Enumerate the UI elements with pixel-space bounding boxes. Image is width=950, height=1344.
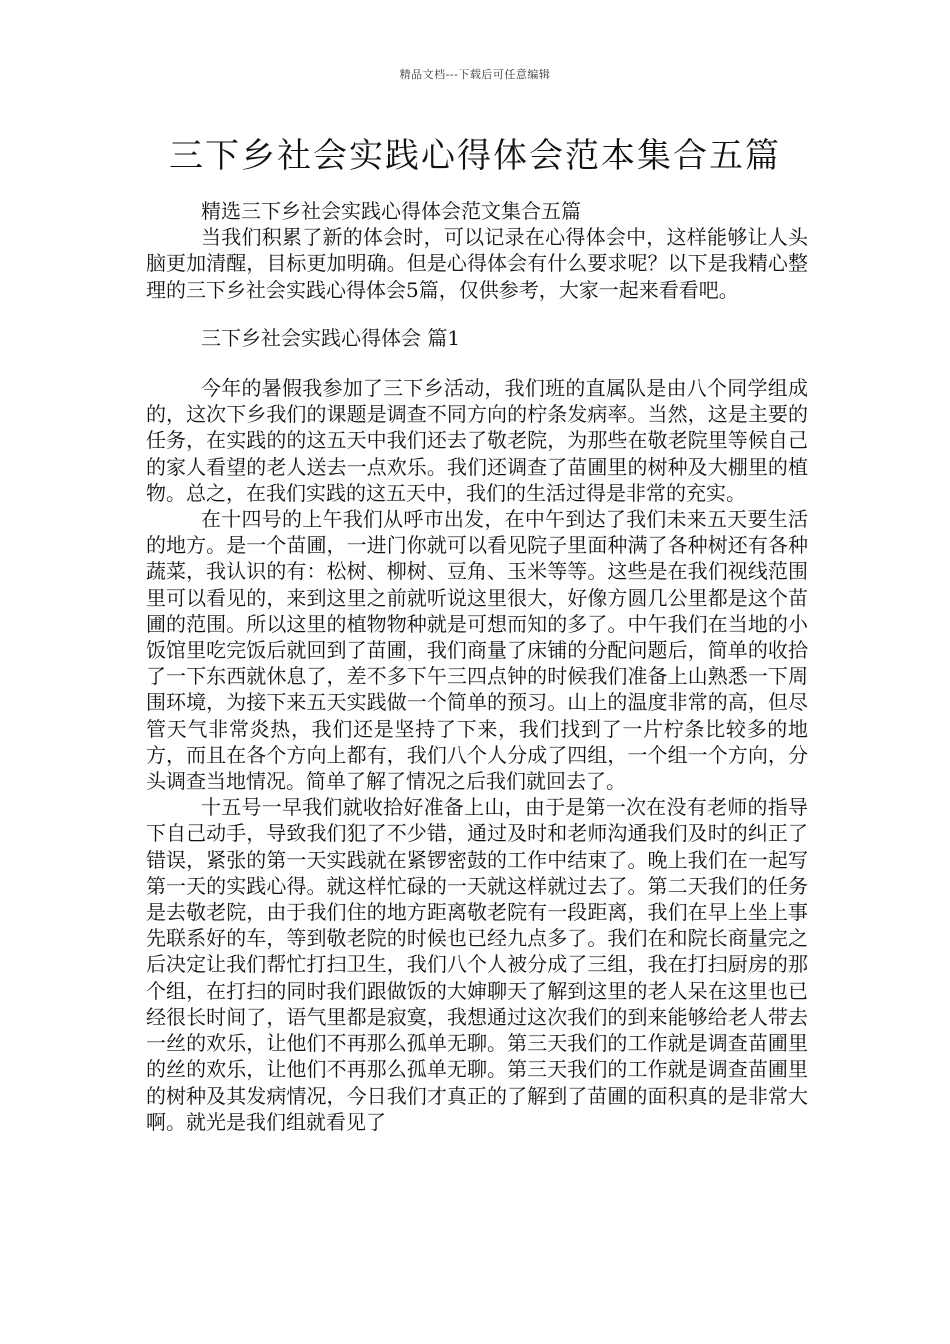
- document-body: [146, 198, 808, 1135]
- body-paragraph-3: 十五号一早我们就收拾好准备上山，由于是第一次在没有老师的指导下自己动手，导致我们犯了不少错，通过及时和老师沟通我们及时的纠正了错误，紧张的第一天实践就在紧锣密鼓的工作中结束了。晚上我们在一起写第一天的实践心得。就这样忙碌的一天就这样就过去了。第二天我们的任务是去敬老院，由于我们住的地方距离敬老院有一段距离，我们在早上坐上事先联系好的车，等到敬老院的时候也已经九点多了。我们在和院长商量完之后决定让我们帮忙打扫卫生，我们八个人被分成了三组，我在打扫厨房的那个组，在打扫的同时我们跟做饭的大婶聊天了解到这里的老人呆在这里也已经很长时间了，语气里都是寂寞，我想通过这次我们的到来能够给老人带去一丝的欢乐，让他们不再那么孤单无聊。第三天我们的工作就是调查苗圃里的丝的欢乐，让他们不再那么孤单无聊。第三天我们的工作就是调查苗圃里的树种及其发病情况，今日我们才真正的了解到了苗圃的面积真的是非常大啊。就光是我们组就看见了: [146, 795, 808, 1134]
- header-note: 精品文档---下载后可任意编辑: [399, 68, 551, 81]
- document-title: 三下乡社会实践心得体会范本集合五篇: [169, 136, 781, 176]
- subtitle-line: 精选三下乡社会实践心得体会范文集合五篇: [201, 199, 581, 223]
- intro-paragraph: 当我们积累了新的体会时，可以记录在心得体会中，这样能够让人头脑更加清醒，目标更加明确。但是心得体会有什么要求呢？以下是我精心整理的三下乡社会实践心得体会5篇，仅供参考，大家一起来看看吧。: [146, 225, 808, 302]
- body-paragraph-1: 今年的暑假我参加了三下乡活动，我们班的直属队是由八个同学组成的，这次下乡我们的课题是调查不同方向的柠条发病率。当然，这是主要的任务，在实践的的这五天中我们还去了敬老院，为那些在敬老院里等候自己的家人看望的老人送去一点欢乐。我们还调查了苗圃里的树种及大棚里的植物。总之，在我们实践的这五天中，我们的生活过得是非常的充实。: [146, 376, 808, 505]
- body-paragraph-2: 在十四号的上午我们从呼市出发，在中午到达了我们未来五天要生活的地方。是一个苗圃，一进门你就可以看见院子里面种满了各种树还有各种蔬菜，我认识的有：松树、柳树、豆角、玉米等等。这些是在我们视线范围里可以看见的，来到这里之前就听说这里很大，好像方圆几公里都是这个苗圃的范围。所以这里的植物物种就是可想而知的多了。中午我们在当地的小饭馆里吃完饭后就回到了苗圃，我们商量了床铺的分配问题后，简单的收拾了一下东西就休息了，差不多下午三四点钟的时候我们准备上山熟悉一下周围环境，为接下来五天实践做一个简单的预习。山上的温度非常的高，但尽管天气非常炎热，我们还是坚持了下来，我们找到了一片柠条比较多的地方，而且在各个方向上都有，我们八个人分成了四组，一个组一个方向，分头调查当地情况。简单了解了情况之后我们就回去了。: [146, 507, 808, 794]
- section-heading: 三下乡社会实践心得体会 篇1: [201, 325, 461, 350]
